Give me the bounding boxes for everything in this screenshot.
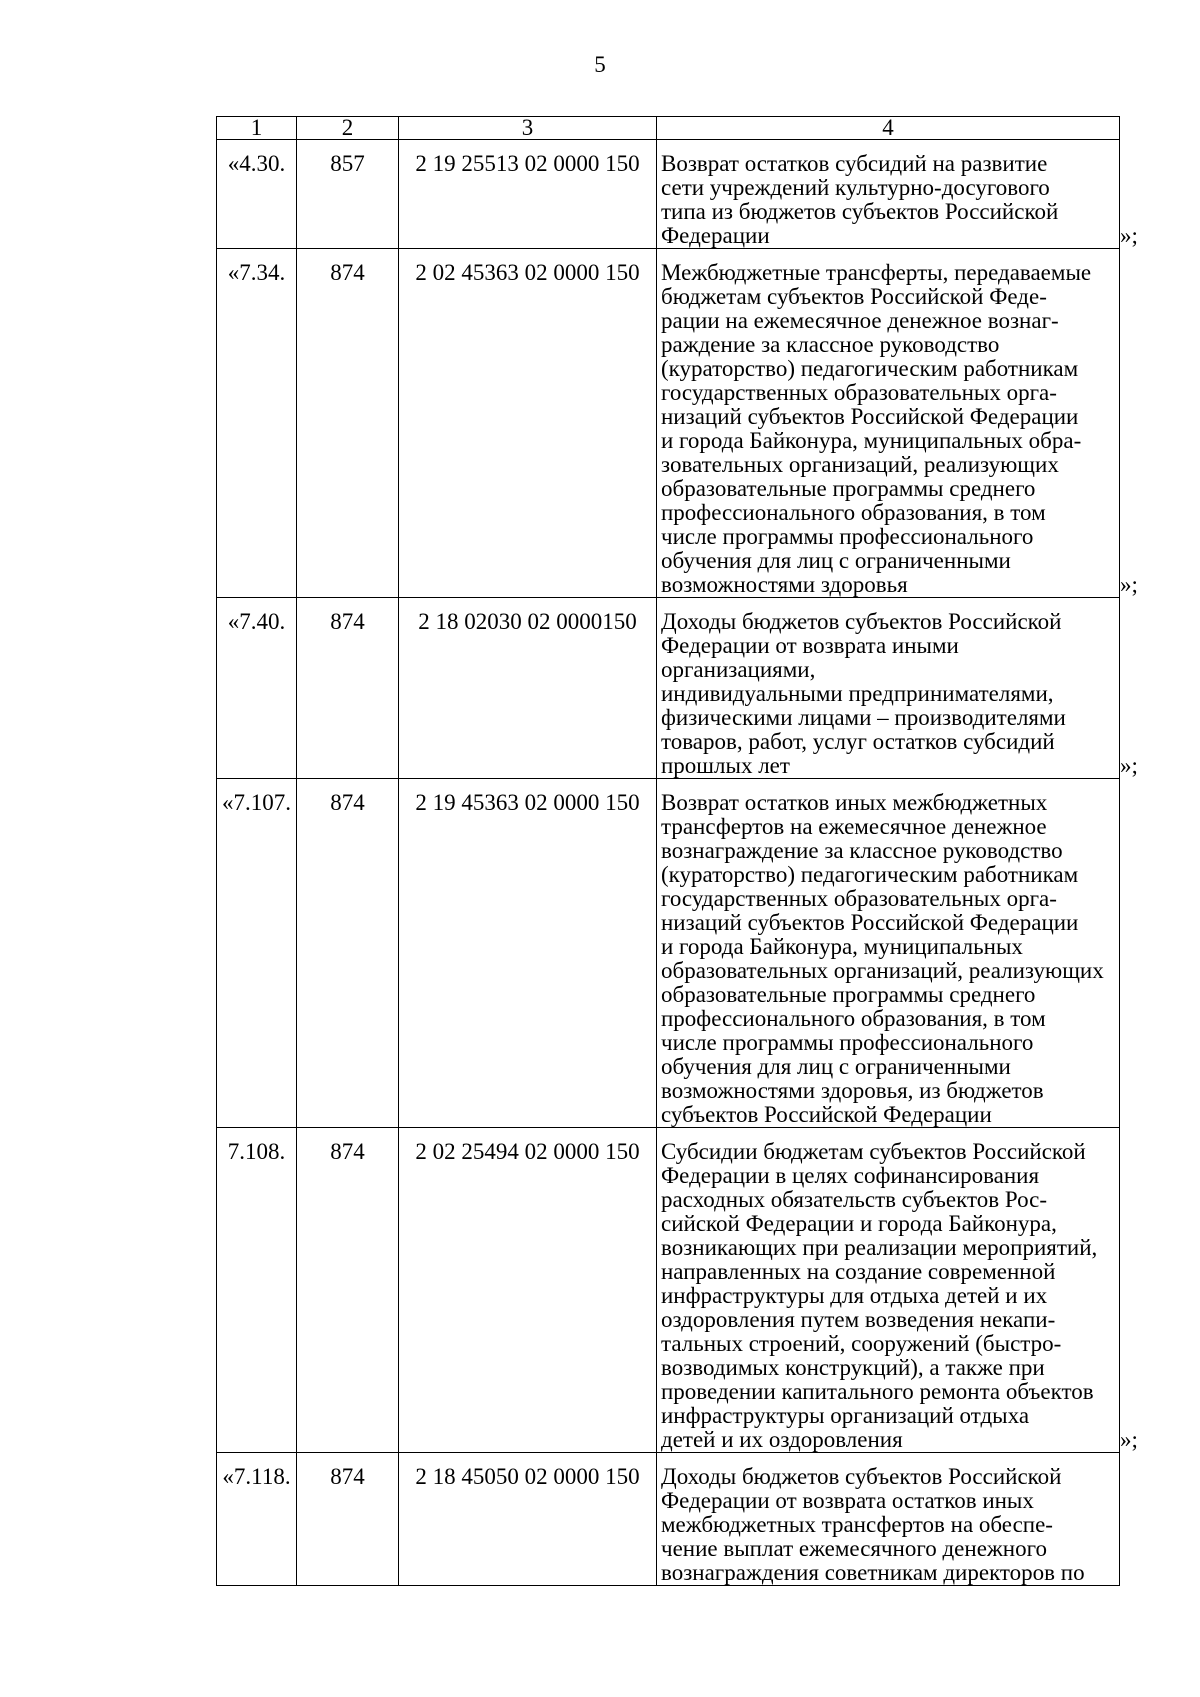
description-text: Доходы бюджетов субъектов Российской Федерации от возврата остатков иных межбюджетных трансфертов на обеспе- чение выплат ежемесячного денежного вознаграждения советникам директоров по <box>661 1464 1085 1585</box>
admin-code: 874 <box>297 779 399 1128</box>
description-cell <box>657 140 1120 249</box>
table-row <box>217 140 1120 249</box>
table-row <box>217 1128 1120 1453</box>
table-row <box>217 779 1120 1128</box>
header-col-3: 3 <box>399 117 657 140</box>
header-col-4: 4 <box>657 117 1120 140</box>
description-cell <box>657 249 1120 598</box>
closing-quote: »; <box>1120 223 1138 248</box>
description-text: Доходы бюджетов субъектов Российской Федерации от возврата иными организациями, индивидуальными предпринимателями, физическими лицами – производителями товаров, работ, услуг остатков субсидий прошлых лет <box>661 609 1066 778</box>
header-col-1: 1 <box>217 117 297 140</box>
description-cell <box>657 1453 1120 1586</box>
table-row <box>217 249 1120 598</box>
row-number: «7.118. <box>217 1453 297 1586</box>
budget-code: 2 19 45363 02 0000 150 <box>399 779 657 1128</box>
closing-quote: »; <box>1120 572 1138 597</box>
description-text: Возврат остатков субсидий на развитие сети учреждений культурно-досугового типа из бюджетов субъектов Российской Федерации <box>661 151 1059 248</box>
description-text: Межбюджетные трансферты, передаваемые бюджетам субъектов Российской Феде- рации на ежемесячное денежное вознаг- раждение за классное руководство (кураторство) педагогическим работникам государственных образовательных орга- низаций субъектов Российской Федерации и города Байконура, муниципальных обра- зовательных организаций, реализующих образовательные программы среднего профессионального образования, в том числе программы профессионального обучения для лиц с ограниченными возможностями здоровья <box>661 260 1092 597</box>
row-number: «7.40. <box>217 598 297 779</box>
admin-code: 857 <box>297 140 399 249</box>
description-cell <box>657 598 1120 779</box>
row-number: «7.107. <box>217 779 297 1128</box>
closing-quote: »; <box>1120 1427 1138 1452</box>
description-text: Возврат остатков иных межбюджетных трансфертов на ежемесячное денежное вознаграждение за классное руководство (кураторство) педагогическим работникам государственных образовательных орга- низаций субъектов Российской Федерации и города Байконура, муниципальных образовательных организаций, реализующих образовательные программы среднего профессионального образования, в том числе программы профессионального обучения для лиц с ограниченными возможностями здоровья, из бюджетов субъектов Российской Федерации <box>661 790 1104 1127</box>
table-row <box>217 1453 1120 1586</box>
admin-code: 874 <box>297 598 399 779</box>
table-header-row <box>217 117 1120 140</box>
budget-code: 2 18 45050 02 0000 150 <box>399 1453 657 1586</box>
page-number: 5 <box>594 52 606 77</box>
admin-code: 874 <box>297 249 399 598</box>
description-cell <box>657 779 1120 1128</box>
row-number: «7.34. <box>217 249 297 598</box>
row-number: «4.30. <box>217 140 297 249</box>
budget-codes-table <box>216 116 1120 1586</box>
budget-code: 2 02 25494 02 0000 150 <box>399 1128 657 1453</box>
closing-quote: »; <box>1120 753 1138 778</box>
budget-code: 2 02 45363 02 0000 150 <box>399 249 657 598</box>
description-text: Субсидии бюджетам субъектов Российской Федерации в целях софинансирования расходных обязательств субъектов Рос- сийской Федерации и города Байконура, возникающих при реализации мероприятий, направленных на создание современной инфраструктуры для отдыха детей и их оздоровления путем возведения некапи- тальных строений, сооружений (быстро- возводимых конструкций), а также при проведении капитального ремонта объектов инфраструктуры организаций отдыха детей и их оздоровления <box>661 1139 1098 1452</box>
description-cell <box>657 1128 1120 1453</box>
row-number: 7.108. <box>217 1128 297 1453</box>
header-col-2: 2 <box>297 117 399 140</box>
budget-code: 2 18 02030 02 0000150 <box>399 598 657 779</box>
budget-code: 2 19 25513 02 0000 150 <box>399 140 657 249</box>
admin-code: 874 <box>297 1453 399 1586</box>
table-row <box>217 598 1120 779</box>
admin-code: 874 <box>297 1128 399 1453</box>
